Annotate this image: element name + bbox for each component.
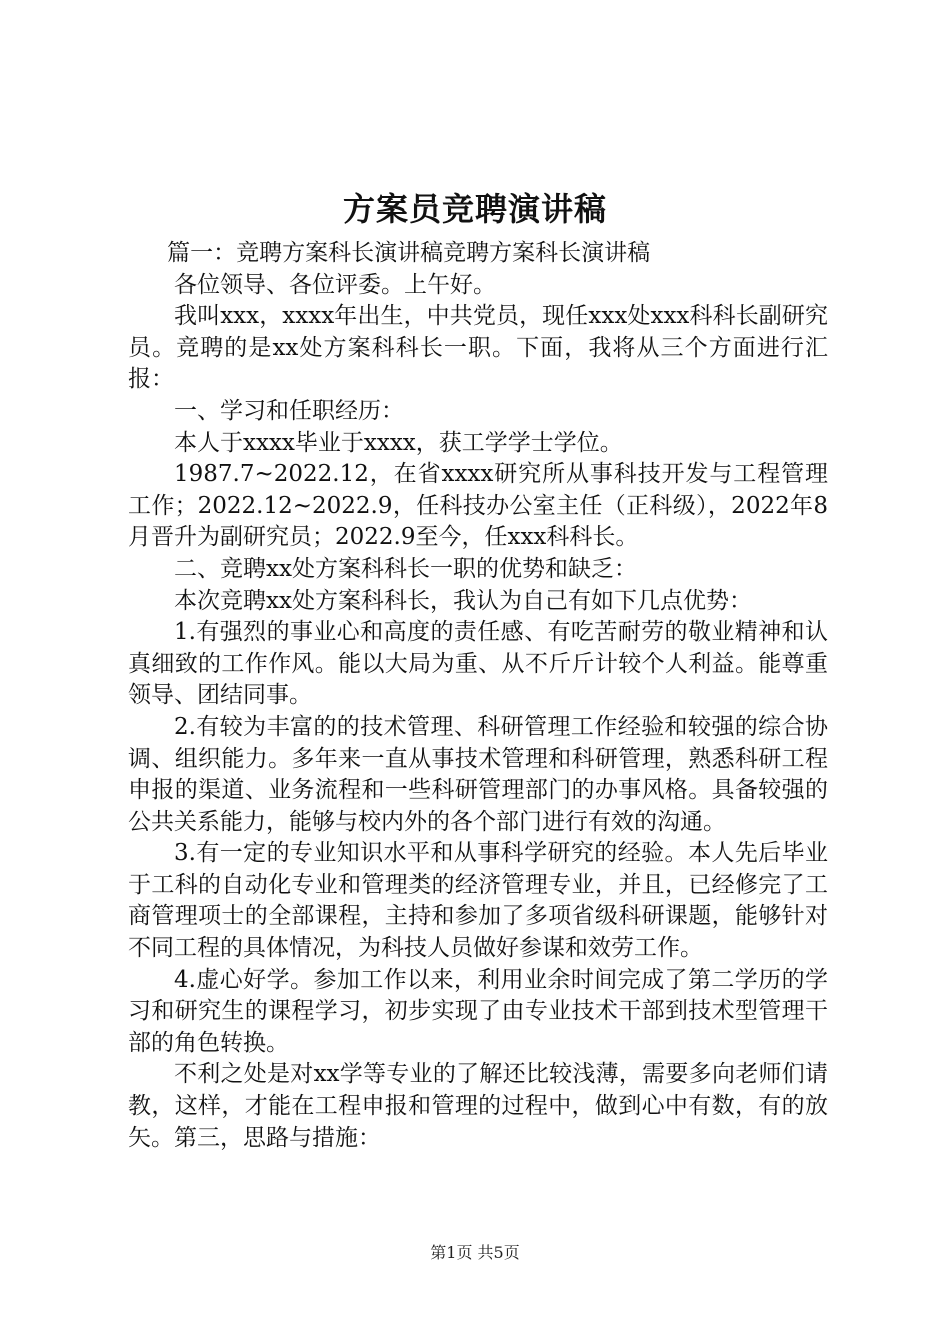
paragraph-intro: 我叫xxx，xxxx年出生，中共党员，现任xxx处xxx科科长副研究员。竞聘的是xx处方案科科长一职。下面，我将从三个方面进行汇报： [128,303,828,393]
paragraph-section-2: 二、竞聘xx处方案科科长一职的优势和缺乏： [174,555,637,582]
paragraph-weakness: 不利之处是对xx学等专业的了解还比较浅薄，需要多向老师们请教，这样，才能在工程申报和管理的过程中，做到心中有数，有的放矢。第三，思路与措施： [128,1061,828,1151]
paragraph-advantages-intro: 本次竞聘xx处方案科科长，我认为自己有如下几点优势： [174,587,752,614]
paragraph-advantage-2: 2.有较为丰富的的技术管理、科研管理工作经验和较强的综合协调、组织能力。多年来一直从事技术管理和科研管理，熟悉科研工程申报的渠道、业务流程和一些科研管理部门的办事风格。具备较强的公共关系能力，能够与校内外的各个部门进行有效的沟通。 [128,713,828,835]
paragraph-advantage-1: 1.有强烈的事业心和高度的责任感、有吃苦耐劳的敬业精神和认真细致的工作作风。能以大局为重、从不斤斤计较个人利益。能尊重领导、团结同事。 [128,619,828,709]
paragraph-advantage-4: 4.虚心好学。参加工作以来，利用业余时间完成了第二学历的学习和研究生的课程学习，初步实现了由专业技术干部到技术型管理干部的角色转换。 [128,966,828,1056]
document-title: 方案员竞聘演讲稿 [342,190,607,228]
paragraph-advantage-3: 3.有一定的专业知识水平和从事科学研究的经验。本人先后毕业于工科的自动化专业和管理类的经济管理专业，并且，已经修完了工商管理项士的全部课程，主持和参加了多项省级科研课题，能够针对不同工程的具体情况，为科技人员做好参谋和效劳工作。 [128,840,828,962]
paragraph-career: 1987.7~2022.12，在省xxxx研究所从事科技开发与工程管理工作；2022.12~2022.9，任科技办公室主任（正科级），2022年8月晋升为副研究员；2022.9至今，任xxx科科长。 [128,461,828,551]
paragraph-greeting: 各位领导、各位评委。上午好。 [174,271,496,298]
paragraph-section-1: 一、学习和任职经历： [174,397,404,424]
page-number-footer: 第1页 共5页 [430,1243,520,1262]
paragraph-education: 本人于xxxx毕业于xxxx，获工学学士学位。 [174,429,623,456]
document-body [128,238,828,1154]
paragraph-heading-1: 篇一：竞聘方案科长演讲稿竞聘方案科长演讲稿 [167,240,651,266]
